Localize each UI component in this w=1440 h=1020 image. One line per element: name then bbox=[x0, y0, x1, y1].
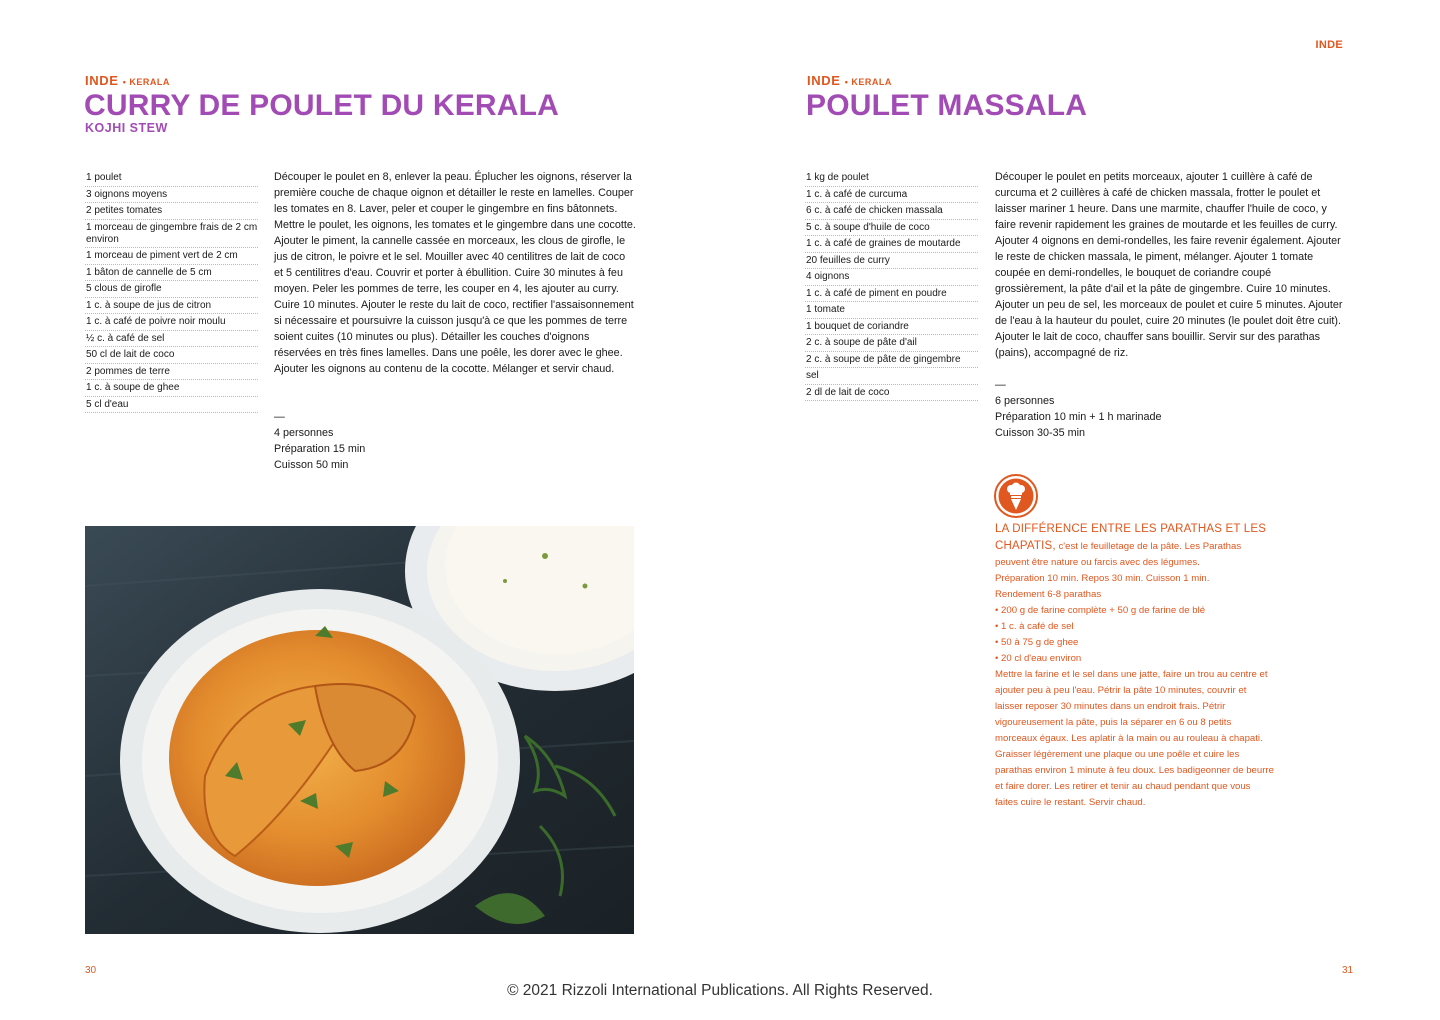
ingredient-item: 5 c. à soupe d'huile de coco bbox=[805, 220, 978, 237]
tip-method: Mettre la farine et le sel dans une jatte, faire un trou au centre et ajouter peu à peu l'eau. Pétrir la pâte 10 minutes, couvrir et laisser reposer 30 minutes dans un endroit frais. Pétrir vigoureusement la pâte, puis la séparer en 6 ou 8 petits morceaux égaux. Les aplatir à la main ou au rouleau à chapati. Graisser légèrement une plaque ou une poêle et cuire les parathas environ 1 minute à feu doux. Les badigeonner de beurre et faire dorer. Les retirer et tenir au chaud pendant que vous faites cuire le restant. Servir chaud. bbox=[995, 669, 1274, 808]
curry-bowl-illustration bbox=[85, 526, 634, 934]
left-recipe-title: CURRY DE POULET DU KERALA bbox=[84, 89, 560, 122]
right-country: INDE bbox=[807, 73, 841, 88]
left-recipe-meta bbox=[274, 409, 365, 473]
left-instructions: Découper le poulet en 8, enlever la peau. Éplucher les oignons, réserver la première couche de chaque oignon et détailler le reste en lamelles. Couper les tomates en 8. Laver, peler et couper le gingembre en fins bâtonnets. Mettre le poulet, les oignons, les tomates et le gingembre dans une cocotte. Ajouter le piment, la cannelle cassée en morceaux, les clous de girofle, le jus de citron, le poivre et le sel. Mouiller avec 40 centilitres de lait de coco et 5 centilitres d'eau. Couvrir et porter à ébullition. Cuire 30 minutes à feu moyen. Peler les pommes de terre, les couper en 4, les ajouter au curry. Cuire 10 minutes. Ajouter le reste du lait de coco, rectifier l'assaisonnement si nécessaire et poursuivre la cuisson jusqu'à ce que les pommes de terre soient cuites (10 minutes ou plus). Détailler les couches d'oignons réservées en très fines lamelles. Dans une poêle, les dorer avec le ghee. Ajouter les oignons au contenu de la cocotte. Mélanger et servir chaud. bbox=[274, 171, 636, 375]
page-number-right: 31 bbox=[1342, 965, 1354, 976]
ingredient-item: 1 bâton de cannelle de 5 cm bbox=[85, 265, 258, 282]
left-prep-time: Préparation 15 min bbox=[274, 443, 366, 455]
tip-ingredient: • 20 cl d'eau environ bbox=[995, 653, 1082, 664]
ingredient-item: 1 c. à soupe de jus de citron bbox=[85, 298, 258, 315]
right-servings: 6 personnes bbox=[995, 395, 1055, 407]
tip-ingredient: • 200 g de farine complète + 50 g de farine de blé bbox=[995, 605, 1206, 616]
ingredient-item: 2 pommes de terre bbox=[85, 364, 258, 381]
ingredient-item: 1 bouquet de coriandre bbox=[805, 319, 978, 336]
ingredient-item: 1 tomate bbox=[805, 302, 978, 319]
right-region-label bbox=[807, 73, 892, 88]
ingredient-item: 1 c. à café de curcuma bbox=[805, 187, 978, 204]
right-divider: — bbox=[995, 379, 1006, 391]
ingredient-item: 2 c. à soupe de pâte de gingembre bbox=[805, 352, 978, 369]
ingredient-item: 1 c. à soupe de ghee bbox=[85, 380, 258, 397]
ingredient-item: 1 morceau de gingembre frais de 2 cm environ bbox=[85, 220, 258, 249]
ingredient-item: sel bbox=[805, 368, 978, 385]
left-ingredient-list bbox=[85, 170, 258, 413]
ingredient-item: 1 c. à café de graines de moutarde bbox=[805, 236, 978, 253]
left-region-label bbox=[85, 73, 170, 88]
copyright-notice: © 2021 Rizzoli International Publications. All Rights Reserved. bbox=[507, 982, 933, 999]
ingredient-item: 1 morceau de piment vert de 2 cm bbox=[85, 248, 258, 265]
running-head: INDE bbox=[1315, 39, 1343, 51]
ingredient-item: 50 cl de lait de coco bbox=[85, 347, 258, 364]
ingredient-item: 5 clous de girofle bbox=[85, 281, 258, 298]
tip-ingredient-list bbox=[995, 603, 1275, 667]
right-cook-time: Cuisson 30-35 min bbox=[995, 427, 1086, 439]
tip-timing: Préparation 10 min. Repos 30 min. Cuisson 1 min. bbox=[995, 573, 1210, 584]
ingredient-item: 1 kg de poulet bbox=[805, 170, 978, 187]
left-country: INDE bbox=[85, 73, 119, 88]
ingredient-item: 20 feuilles de curry bbox=[805, 253, 978, 270]
ingredient-item: 1 c. à café de poivre noir moulu bbox=[85, 314, 258, 331]
ingredient-item: 5 cl d'eau bbox=[85, 397, 258, 414]
right-recipe-title: POULET MASSALA bbox=[806, 89, 1088, 122]
right-prep-time: Préparation 10 min + 1 h marinade bbox=[995, 411, 1162, 423]
tip-ingredient: • 50 à 75 g de ghee bbox=[995, 637, 1079, 648]
left-region: • KERALA bbox=[122, 77, 170, 87]
ingredient-item: 1 poulet bbox=[85, 170, 258, 187]
page-number-left: 30 bbox=[85, 965, 97, 976]
ingredient-item: 6 c. à café de chicken massala bbox=[805, 203, 978, 220]
ingredient-item: ½ c. à café de sel bbox=[85, 331, 258, 348]
right-region: • KERALA bbox=[844, 77, 892, 87]
left-cook-time: Cuisson 50 min bbox=[274, 459, 349, 471]
right-recipe-meta bbox=[995, 377, 1162, 441]
tip-yield: Rendement 6-8 parathas bbox=[995, 589, 1102, 600]
right-ingredient-list bbox=[805, 170, 978, 401]
tip-intro: c'est le feuilletage de la pâte. Les Parathas peuvent être nature ou farcis avec des légumes. bbox=[995, 541, 1242, 568]
ingredient-item: 1 c. à café de piment en poudre bbox=[805, 286, 978, 303]
left-divider: — bbox=[274, 411, 285, 423]
left-recipe-subtitle: KOJHI STEW bbox=[85, 121, 168, 135]
paratha-tip bbox=[995, 521, 1275, 811]
ingredient-item: 4 oignons bbox=[805, 269, 978, 286]
curry-photo bbox=[85, 526, 634, 934]
ingredient-item: 2 dl de lait de coco bbox=[805, 385, 978, 402]
ingredient-item: 2 c. à soupe de pâte d'ail bbox=[805, 335, 978, 352]
ingredient-item: 2 petites tomates bbox=[85, 203, 258, 220]
ingredient-item: 3 oignons moyens bbox=[85, 187, 258, 204]
tip-heading: LA DIFFÉRENCE ENTRE LES PARATHAS ET LES CHAPATIS, bbox=[995, 523, 1267, 552]
chef-hat-icon bbox=[994, 474, 1038, 518]
right-instructions: Découper le poulet en petits morceaux, ajouter 1 cuillère à café de curcuma et 2 cuillères à café de chicken massala, frotter le poulet et laisser mariner 1 heure. Dans une marmite, chauffer l'huile de coco, y faire revenir rapidement les graines de moutarde et les feuilles de curry. Ajouter 4 oignons en demi-rondelles, les faire revenir également. Ajouter le reste de chicken massala, le piment, mélanger. Ajouter 1 tomate coupée en demi-rondelles, le bouquet de coriandre coupé grossièrement, la pâte d'ail et la pâte de gingembre. Cuire 10 minutes. Ajouter un peu de sel, les morceaux de poulet et cuire 5 minutes. Ajouter de l'eau à la hauteur du poulet, cuire 20 minutes (le poulet doit être cuit). Ajouter le lait de coco, chauffer sans bouillir. Servir sur des parathas (pains), accompagné de riz. bbox=[995, 171, 1343, 359]
tip-ingredient: • 1 c. à café de sel bbox=[995, 621, 1074, 632]
left-servings: 4 personnes bbox=[274, 427, 334, 439]
